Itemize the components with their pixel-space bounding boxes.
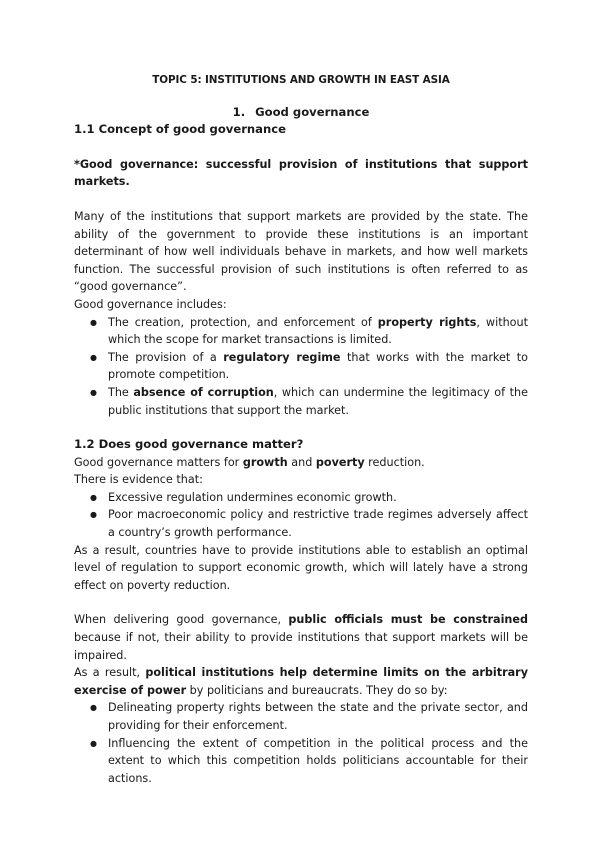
list-item: ● Delineating property rights between the state and the private sector, and providing for their enforcement. <box>108 699 528 734</box>
political-paragraph: As a result, political institutions help determine limits on the arbitrary exercise of power by politicians and bureaucrats. They do so by: <box>74 666 528 697</box>
list-item: ● Influencing the extent of competition in the political process and the extent to which this competition holds politicians accountable for their actions. <box>108 735 528 788</box>
section-heading-good-governance <box>74 104 528 122</box>
list-item: ● Excessive regulation undermines economic growth. <box>108 489 528 507</box>
includes-list <box>74 314 528 420</box>
list-item: ● The provision of a regulatory regime that works with the market to promote competition. <box>108 349 528 384</box>
list-item: ● The absence of corruption, which can undermine the legitimacy of the public institutions that support the market. <box>108 384 528 419</box>
section-number: 1. <box>232 104 246 119</box>
delivering-paragraph: When delivering good governance, public officials must be constrained because if not, their ability to provide institutions that support markets will be impaired. <box>74 613 528 662</box>
document-title: TOPIC 5: INSTITUTIONS AND GROWTH IN EAST ASIA <box>152 74 450 86</box>
section-title: Good governance <box>255 104 370 119</box>
list-item: ● Poor macroeconomic policy and restrictive trade regimes adversely affect a country’s growth performance. <box>108 506 528 541</box>
subsection-heading-concept: 1.1 Concept of good governance <box>74 122 286 137</box>
document-page <box>74 72 528 787</box>
matters-text: Good governance matters for growth and poverty reduction. <box>74 455 425 469</box>
result-paragraph: As a result, countries have to provide institutions able to establish an optimal level of regulation to support economic growth, which will lately have a strong effect on poverty reduction. <box>74 543 528 592</box>
evidence-label: There is evidence that: <box>74 473 203 487</box>
list-item: ● The creation, protection, and enforcement of property rights, without which the scope for market transactions is limited. <box>108 314 528 349</box>
political-list <box>74 699 528 787</box>
definition-text: *Good governance: successful provision of institutions that support markets. <box>74 157 528 189</box>
subsection-heading-does-matter: 1.2 Does good governance matter? <box>74 437 304 452</box>
evidence-list <box>74 489 528 542</box>
includes-label: Good governance includes: <box>74 297 227 311</box>
paragraph-institutions: Many of the institutions that support markets are provided by the state. The ability of the government to provide these institutions is an important determinant of how well individuals behave in markets, and how well markets function. The successful provision of such institutions is often referred to as “good governance”. <box>74 209 528 294</box>
